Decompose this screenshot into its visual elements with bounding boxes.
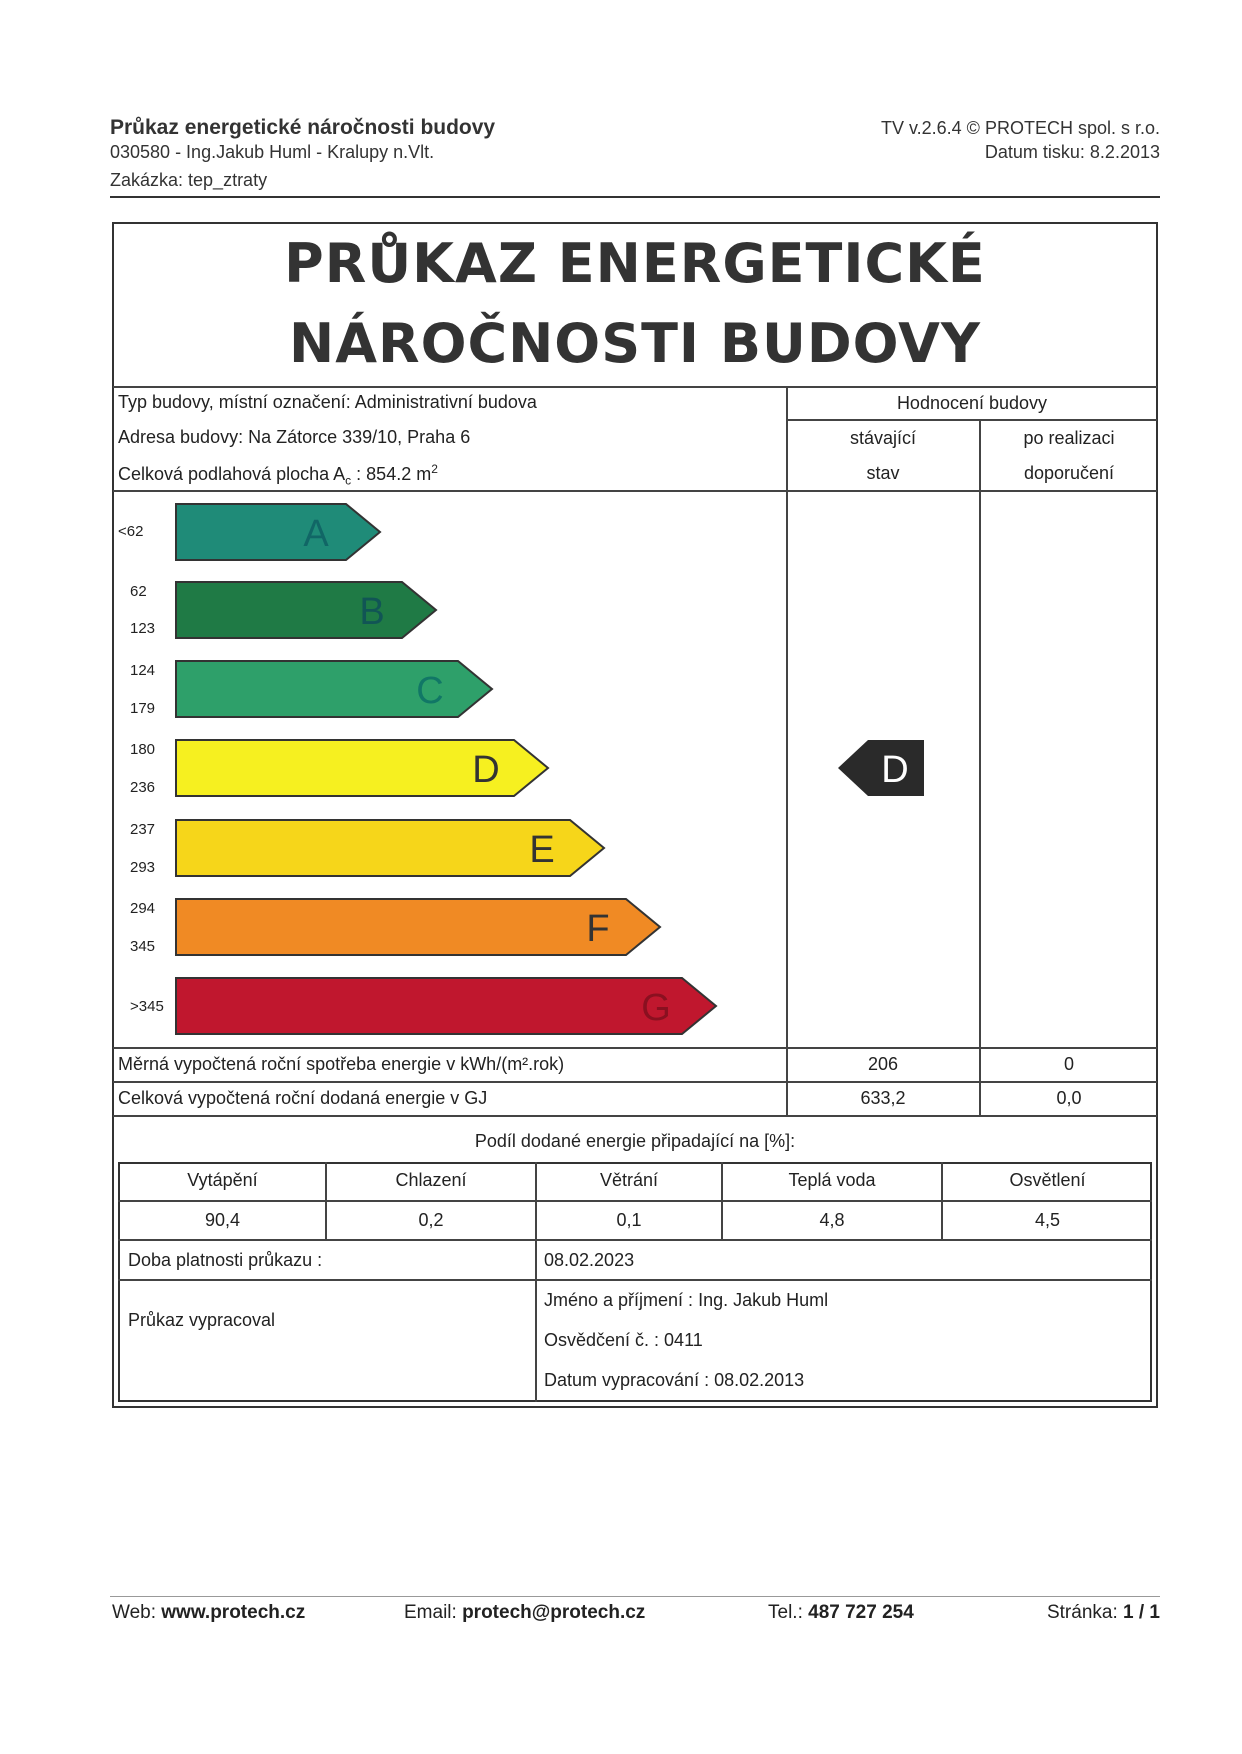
total-energy-after: 0,0: [1056, 1088, 1082, 1108]
class-letter-b: B: [359, 591, 385, 633]
prepared-name: Jméno a příjmení : Ing. Jakub Huml: [544, 1290, 829, 1310]
col-after-label-2: doporučení: [1023, 463, 1115, 483]
footer-web: Web: www.protech.cz: [112, 1602, 306, 1623]
floor-area: Celková podlahová plocha $A_c$ : 854.2 $m^2$: [118, 462, 438, 488]
col-after-label: po realizaci: [1023, 428, 1115, 448]
footer-email: Email: protech@protech.cz: [404, 1602, 646, 1623]
share-header-heating: Vytápění: [187, 1170, 258, 1190]
prepared-by-label: Průkaz vypracoval: [128, 1310, 276, 1330]
class-letter-c: C: [416, 670, 444, 712]
share-value-ventilation: 0,1: [616, 1210, 642, 1230]
class-arrow-b: [176, 582, 436, 638]
scale-label-d-low: 180: [130, 741, 156, 758]
specific-consumption-current: 206: [867, 1054, 899, 1074]
footer-email-link[interactable]: protech@protech.cz: [462, 1602, 646, 1623]
class-arrow-g: [176, 978, 716, 1034]
building-type: Typ budovy, místní označení: Administrativní budova: [118, 392, 537, 412]
rating-header: Hodnocení budovy: [896, 393, 1048, 413]
specific-consumption-after: 0: [1063, 1054, 1074, 1074]
col-current-label: stávající: [849, 428, 917, 448]
certificate-title-line1: PRŮKAZ ENERGETICKÉ: [284, 232, 986, 295]
col-current-label-2: stav: [866, 463, 900, 483]
class-bar-g: [176, 978, 716, 1034]
current-class-indicator: [838, 740, 924, 796]
class-letter-e: E: [529, 829, 555, 871]
header-version: TV v.2.6.4 © PROTECH spol. s r.o.: [880, 118, 1160, 138]
class-letter-f: F: [586, 908, 610, 950]
header-order: Zakázka: tep_ztraty: [110, 170, 268, 190]
footer-divider: [110, 1596, 1160, 1597]
class-bar-c: [176, 661, 492, 717]
class-bar-a: [176, 504, 380, 560]
validity-value: 08.02.2023: [544, 1250, 635, 1270]
total-energy-current: 633,2: [860, 1088, 906, 1108]
share-header-hot-water: Teplá voda: [788, 1170, 876, 1190]
specific-consumption-label: Měrná vypočtená roční spotřeba energie v kWh/(m².rok): [118, 1054, 565, 1074]
scale-label-f-low: 294: [130, 900, 156, 917]
share-header-lighting: Osvětlení: [1009, 1170, 1086, 1190]
divider: [535, 1162, 537, 1402]
scale-label-g: >345: [130, 998, 164, 1015]
prepared-certificate-number: Osvědčení č. : 0411: [544, 1330, 703, 1350]
class-bar-f: [176, 899, 660, 955]
share-header-ventilation: Větrání: [599, 1170, 659, 1190]
header-title: Průkaz energetické náročnosti budovy: [110, 116, 496, 139]
class-arrow-a: [176, 504, 380, 560]
class-arrow-c: [176, 661, 492, 717]
class-letter-a: A: [303, 513, 329, 555]
share-value-heating: 90,4: [204, 1210, 241, 1230]
divider: [118, 1239, 1152, 1241]
share-value-hot-water: 4,8: [819, 1210, 845, 1230]
class-bar-e: [176, 820, 604, 876]
class-letter-g: G: [641, 987, 671, 1029]
scale-label-b-high: 123: [130, 620, 156, 637]
scale-label-e-low: 237: [130, 821, 156, 838]
header-author: 030580 - Ing.Jakub Huml - Kralupy n.Vlt.: [110, 142, 435, 162]
prepared-date: Datum vypracování : 08.02.2013: [544, 1370, 805, 1390]
scale-label-f-high: 345: [130, 938, 156, 955]
class-bar-b: [176, 582, 436, 638]
scale-label-a: <62: [118, 523, 144, 540]
footer-page: Stránka: 1 / 1: [1046, 1602, 1160, 1623]
class-letter-d: D: [472, 749, 500, 791]
scale-label-c-low: 124: [130, 662, 156, 679]
share-header-cooling: Chlazení: [395, 1170, 467, 1190]
scale-label-b-low: 62: [130, 583, 147, 600]
class-bar-d: [176, 740, 548, 796]
certificate-title-line2: NÁROČNOSTI BUDOVY: [289, 312, 981, 375]
footer-phone: Tel.: 487 727 254: [768, 1602, 914, 1623]
current-class-letter: D: [881, 749, 909, 791]
share-value-lighting: 4,5: [1034, 1210, 1061, 1230]
share-title: Podíl dodané energie připadající na [%]:: [474, 1131, 796, 1151]
share-table: [118, 1162, 1152, 1402]
total-energy-label: Celková vypočtená roční dodaná energie v GJ: [118, 1088, 488, 1108]
scale-label-d-high: 236: [130, 779, 156, 796]
building-address: Adresa budovy: Na Zátorce 339/10, Praha 6: [118, 427, 471, 447]
footer-web-link[interactable]: www.protech.cz: [161, 1602, 306, 1623]
share-value-cooling: 0,2: [418, 1210, 444, 1230]
header-print-date: Datum tisku: 8.2.2013: [984, 142, 1160, 162]
scale-label-e-high: 293: [130, 859, 156, 876]
validity-label: Doba platnosti průkazu :: [128, 1250, 323, 1270]
divider: [118, 1200, 1152, 1202]
scale-label-c-high: 179: [130, 700, 156, 717]
divider: [118, 1279, 1152, 1281]
